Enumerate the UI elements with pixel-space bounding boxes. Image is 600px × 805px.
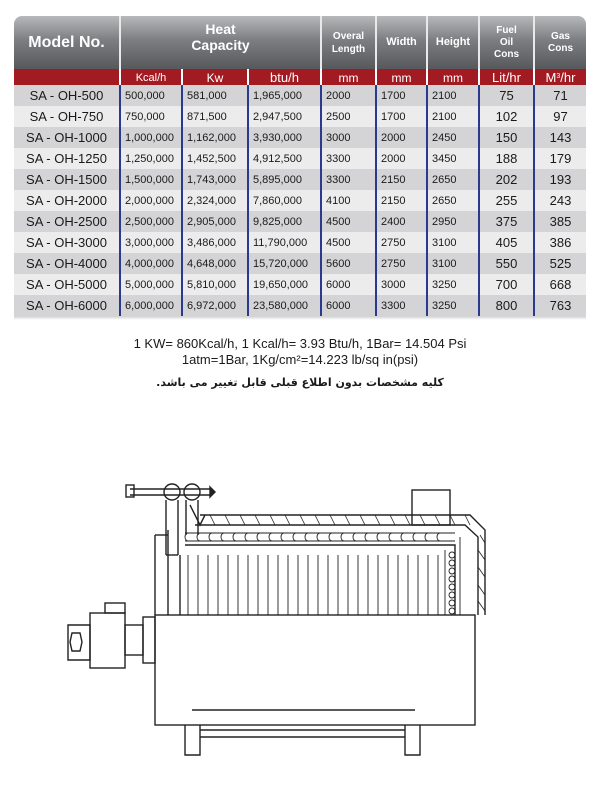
unit-btu: btu/h <box>249 69 322 85</box>
unit-kcal: Kcal/h <box>121 69 183 85</box>
cell-kw: 871,500 <box>183 106 249 127</box>
cell-fuel: 102 <box>480 106 535 127</box>
cell-length: 3300 <box>322 148 377 169</box>
burner <box>68 603 155 668</box>
header-width-label: Width <box>386 36 417 48</box>
cell-width: 2000 <box>377 148 428 169</box>
boiler-drawing <box>60 475 490 765</box>
header-heat-capacity <box>121 16 322 69</box>
cell-length: 6000 <box>322 274 377 295</box>
disclaimer-note: کلیه مشخصات بدون اطلاع قبلی قابل تغییر می باشد. <box>156 376 444 389</box>
table-row <box>14 190 586 211</box>
cell-btu: 9,825,000 <box>249 211 322 232</box>
header-fuel-line2: Oil <box>499 36 514 48</box>
cell-kw: 6,972,000 <box>183 295 249 316</box>
cell-kw: 1,452,500 <box>183 148 249 169</box>
cell-width: 2400 <box>377 211 428 232</box>
cell-length: 3000 <box>322 127 377 148</box>
table-row <box>14 106 586 127</box>
cell-kw: 581,000 <box>183 85 249 106</box>
cell-length: 6000 <box>322 295 377 316</box>
boiler-shell <box>155 535 475 725</box>
cell-btu: 11,790,000 <box>249 232 322 253</box>
cell-height: 2950 <box>428 211 480 232</box>
table-shadow <box>14 316 586 320</box>
cell-model: SA - OH-1500 <box>14 169 121 190</box>
cell-height: 3100 <box>428 232 480 253</box>
cell-length: 4100 <box>322 190 377 211</box>
cell-model: SA - OH-4000 <box>14 253 121 274</box>
cell-fuel: 150 <box>480 127 535 148</box>
cell-fuel: 700 <box>480 274 535 295</box>
cell-btu: 23,580,000 <box>249 295 322 316</box>
cell-gas: 243 <box>535 190 586 211</box>
cell-fuel: 375 <box>480 211 535 232</box>
cell-height: 3450 <box>428 148 480 169</box>
header-gas-line1: Gas <box>551 30 570 42</box>
cell-kw: 2,324,000 <box>183 190 249 211</box>
cell-width: 2000 <box>377 127 428 148</box>
cell-gas: 143 <box>535 127 586 148</box>
cell-model: SA - OH-1250 <box>14 148 121 169</box>
conversion-note-2: 1atm=1Bar, 1Kg/cm²=14.223 lb/sq in(psi) <box>181 352 419 367</box>
table-row <box>14 127 586 148</box>
cell-fuel: 255 <box>480 190 535 211</box>
header-fuel <box>480 16 535 69</box>
cell-kw: 1,743,000 <box>183 169 249 190</box>
cell-kcal: 1,500,000 <box>121 169 183 190</box>
unit-band <box>14 69 586 85</box>
cell-model: SA - OH-3000 <box>14 232 121 253</box>
unit-kw: Kw <box>183 69 249 85</box>
cell-width: 2150 <box>377 190 428 211</box>
cell-btu: 5,895,000 <box>249 169 322 190</box>
cell-gas: 97 <box>535 106 586 127</box>
unit-height: mm <box>428 69 480 85</box>
cell-fuel: 800 <box>480 295 535 316</box>
header-height <box>428 16 480 69</box>
cell-width: 3000 <box>377 274 428 295</box>
cell-kcal: 2,500,000 <box>121 211 183 232</box>
cell-length: 3300 <box>322 169 377 190</box>
cell-fuel: 405 <box>480 232 535 253</box>
cell-width: 1700 <box>377 106 428 127</box>
header-fuel-line3: Cons <box>494 48 519 60</box>
cell-length: 4500 <box>322 232 377 253</box>
cell-width: 2750 <box>377 253 428 274</box>
cell-gas: 668 <box>535 274 586 295</box>
cell-gas: 763 <box>535 295 586 316</box>
cell-kw: 5,810,000 <box>183 274 249 295</box>
cell-fuel: 550 <box>480 253 535 274</box>
cell-length: 2000 <box>322 85 377 106</box>
conversion-note-1: 1 KW= 860Kcal/h, 1 Kcal/h= 3.93 Btu/h, 1Bar= 14.504 Psi <box>133 336 467 351</box>
cell-kcal: 5,000,000 <box>121 274 183 295</box>
top-box <box>412 490 450 525</box>
cell-fuel: 202 <box>480 169 535 190</box>
cell-kcal: 3,000,000 <box>121 232 183 253</box>
cell-kw: 3,486,000 <box>183 232 249 253</box>
cell-btu: 7,860,000 <box>249 190 322 211</box>
header-fuel-line1: Fuel <box>496 24 517 36</box>
cell-gas: 525 <box>535 253 586 274</box>
header-length-line2: Length <box>331 43 366 55</box>
cell-btu: 3,930,000 <box>249 127 322 148</box>
unit-gas-tail: /hr <box>560 70 576 85</box>
cell-height: 3250 <box>428 295 480 316</box>
table-row <box>14 274 586 295</box>
cell-btu: 15,720,000 <box>249 253 322 274</box>
cell-kw: 1,162,000 <box>183 127 249 148</box>
header-height-label: Height <box>435 36 471 48</box>
cell-width: 2750 <box>377 232 428 253</box>
cell-model: SA - OH-5000 <box>14 274 121 295</box>
cell-length: 4500 <box>322 211 377 232</box>
cell-btu: 19,650,000 <box>249 274 322 295</box>
spec-table <box>14 16 586 320</box>
cell-width: 3300 <box>377 295 428 316</box>
cell-model: SA - OH-750 <box>14 106 121 127</box>
cell-gas: 71 <box>535 85 586 106</box>
cell-model: SA - OH-2500 <box>14 211 121 232</box>
header-gas <box>535 16 586 69</box>
header-heat-line2: Capacity <box>191 36 250 53</box>
cell-btu: 4,912,500 <box>249 148 322 169</box>
header-heat-line1: Heat <box>205 20 236 37</box>
unit-gas <box>535 69 586 85</box>
cell-height: 2100 <box>428 85 480 106</box>
cell-length: 2500 <box>322 106 377 127</box>
base-frame <box>185 710 420 755</box>
table-row <box>14 295 586 316</box>
cell-gas: 193 <box>535 169 586 190</box>
table-row <box>14 148 586 169</box>
header-model <box>14 16 121 69</box>
cell-model: SA - OH-1000 <box>14 127 121 148</box>
cell-kcal: 1,250,000 <box>121 148 183 169</box>
cell-height: 2650 <box>428 169 480 190</box>
cell-gas: 385 <box>535 211 586 232</box>
cell-height: 3100 <box>428 253 480 274</box>
table-row <box>14 85 586 106</box>
header-model-label: Model No. <box>28 33 105 51</box>
table-row <box>14 232 586 253</box>
table-row <box>14 253 586 274</box>
cell-kw: 2,905,000 <box>183 211 249 232</box>
header-length <box>322 16 377 69</box>
cell-width: 1700 <box>377 85 428 106</box>
unit-width: mm <box>377 69 428 85</box>
cell-kcal: 2,000,000 <box>121 190 183 211</box>
cell-model: SA - OH-6000 <box>14 295 121 316</box>
cell-kcal: 750,000 <box>121 106 183 127</box>
cell-gas: 386 <box>535 232 586 253</box>
cell-kcal: 6,000,000 <box>121 295 183 316</box>
cell-length: 5600 <box>322 253 377 274</box>
cell-kcal: 500,000 <box>121 85 183 106</box>
header-width <box>377 16 428 69</box>
header-length-line1: Overal <box>332 30 365 42</box>
unit-gas-base: M <box>545 70 557 85</box>
cell-fuel: 75 <box>480 85 535 106</box>
unit-fuel: Lit/hr <box>480 69 535 85</box>
unit-gas-sup: 3 <box>556 73 561 80</box>
table-body <box>14 85 586 316</box>
cell-fuel: 188 <box>480 148 535 169</box>
cell-model: SA - OH-500 <box>14 85 121 106</box>
cell-kw: 4,648,000 <box>183 253 249 274</box>
cell-height: 2450 <box>428 127 480 148</box>
unit-model-blank <box>14 69 121 85</box>
table-row <box>14 169 586 190</box>
header-gas-line2: Cons <box>548 42 573 54</box>
cell-width: 2150 <box>377 169 428 190</box>
cell-kcal: 4,000,000 <box>121 253 183 274</box>
upper-body <box>168 515 485 615</box>
cell-height: 2100 <box>428 106 480 127</box>
table-header <box>14 16 586 69</box>
cell-btu: 1,965,000 <box>249 85 322 106</box>
cell-height: 3250 <box>428 274 480 295</box>
unit-length: mm <box>322 69 377 85</box>
cell-kcal: 1,000,000 <box>121 127 183 148</box>
table-row <box>14 211 586 232</box>
cell-model: SA - OH-2000 <box>14 190 121 211</box>
cell-gas: 179 <box>535 148 586 169</box>
cell-btu: 2,947,500 <box>249 106 322 127</box>
cell-height: 2650 <box>428 190 480 211</box>
